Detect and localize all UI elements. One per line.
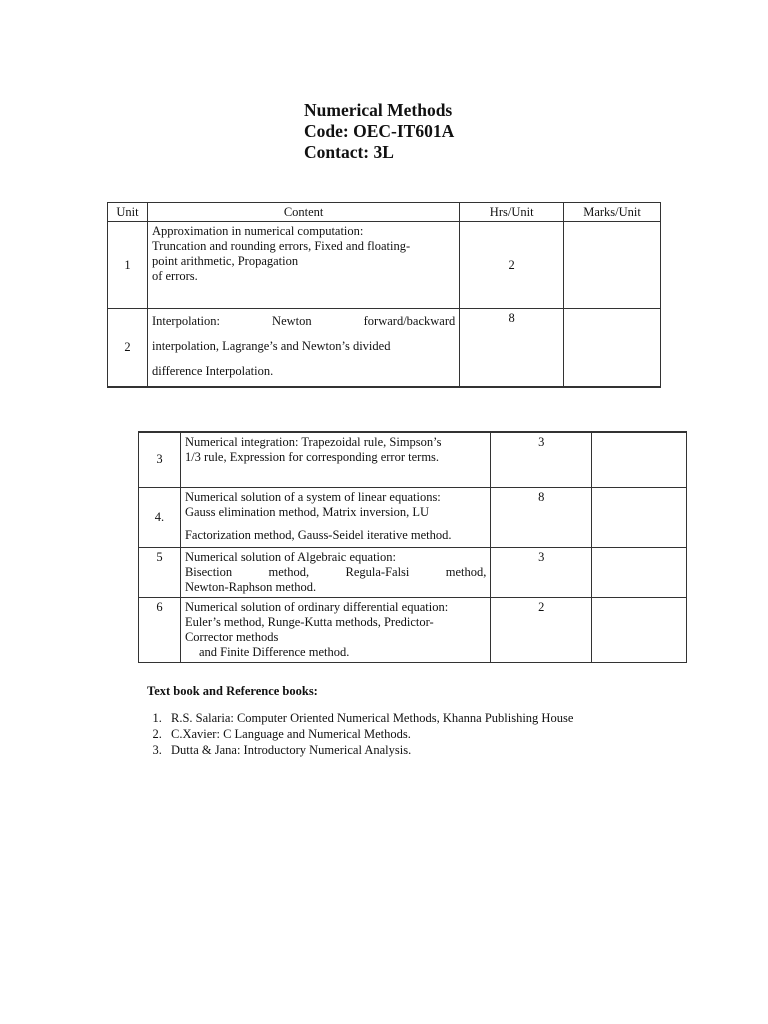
course-header	[304, 100, 454, 163]
content-line: interpolation, Lagrange’s and Newton’s divided	[151, 339, 391, 353]
references-list	[147, 710, 573, 758]
table-row	[108, 222, 661, 309]
content-line: of errors.	[151, 269, 198, 283]
marks-cell	[592, 597, 687, 662]
content-line: Gauss elimination method, Matrix inversion, LU	[184, 504, 429, 519]
marks-cell	[564, 309, 661, 388]
table-row	[139, 487, 687, 547]
content-line: point arithmetic, Propagation	[151, 254, 299, 268]
unit-cell: 3	[139, 432, 181, 487]
content-line: Bisection method, Regula-Falsi method,	[184, 564, 487, 579]
content-line: Numerical solution of a system of linear equations:	[184, 489, 441, 504]
content-line: 1/3 rule, Expression for corresponding error terms.	[184, 450, 440, 464]
content-line: difference Interpolation.	[151, 364, 274, 378]
references-title: Text book and Reference books:	[147, 684, 318, 698]
content-line: Newton-Raphson method.	[184, 579, 317, 594]
content-line: Corrector methods	[184, 629, 279, 644]
references-section	[147, 684, 573, 758]
content-cell	[180, 432, 490, 487]
reference-item: 2. C.Xavier: C Language and Numerical Methods.	[165, 726, 573, 742]
unit-cell: 1	[108, 222, 148, 309]
marks-cell	[592, 547, 687, 597]
content-line: Numerical solution of ordinary differential equation:	[184, 599, 449, 614]
reference-item: 1. R.S. Salaria: Computer Oriented Numerical Methods, Khanna Publishing House	[165, 710, 573, 726]
header-hrs: Hrs/Unit	[460, 203, 564, 222]
content-line: Euler’s method, Runge-Kutta methods, Predictor-	[184, 614, 434, 629]
marks-cell	[592, 432, 687, 487]
hrs-cell: 3	[491, 547, 592, 597]
unit-cell: 6	[139, 597, 181, 662]
marks-cell	[564, 222, 661, 309]
header-marks: Marks/Unit	[564, 203, 661, 222]
course-contact: Contact: 3L	[304, 142, 394, 162]
content-line: Interpolation: Newton forward/backward	[151, 314, 456, 328]
hrs-cell: 8	[460, 309, 564, 388]
unit-cell: 2	[108, 309, 148, 388]
syllabus-table-part-2	[138, 431, 687, 663]
course-title: Numerical Methods	[304, 100, 453, 120]
reference-item: 3. Dutta & Jana: Introductory Numerical Analysis.	[165, 742, 573, 758]
hrs-cell: 3	[491, 432, 592, 487]
table-row	[108, 309, 661, 388]
content-line: Numerical integration: Trapezoidal rule, Simpson’s	[184, 435, 442, 449]
content-line: Factorization method, Gauss-Seidel iterative method.	[184, 527, 452, 542]
table-header-row	[108, 203, 661, 222]
content-line: Truncation and rounding errors, Fixed and floating-	[151, 239, 411, 253]
hrs-cell: 2	[491, 597, 592, 662]
content-cell	[147, 309, 459, 388]
content-line: Approximation in numerical computation:	[151, 224, 364, 238]
marks-cell	[592, 487, 687, 547]
header-content: Content	[147, 203, 459, 222]
table-row	[139, 432, 687, 487]
content-cell	[180, 597, 490, 662]
unit-cell: 5	[139, 547, 181, 597]
syllabus-table-part-1	[107, 202, 661, 388]
table-row	[139, 547, 687, 597]
content-cell	[147, 222, 459, 309]
content-cell	[180, 547, 490, 597]
content-line: Numerical solution of Algebraic equation:	[184, 549, 396, 564]
content-line: and Finite Difference method.	[198, 644, 350, 659]
unit-cell: 4.	[139, 487, 181, 547]
course-code: Code: OEC-IT601A	[304, 121, 455, 141]
hrs-cell: 2	[460, 222, 564, 309]
content-cell	[180, 487, 490, 547]
hrs-cell: 8	[491, 487, 592, 547]
header-unit: Unit	[108, 203, 148, 222]
table-row	[139, 597, 687, 662]
